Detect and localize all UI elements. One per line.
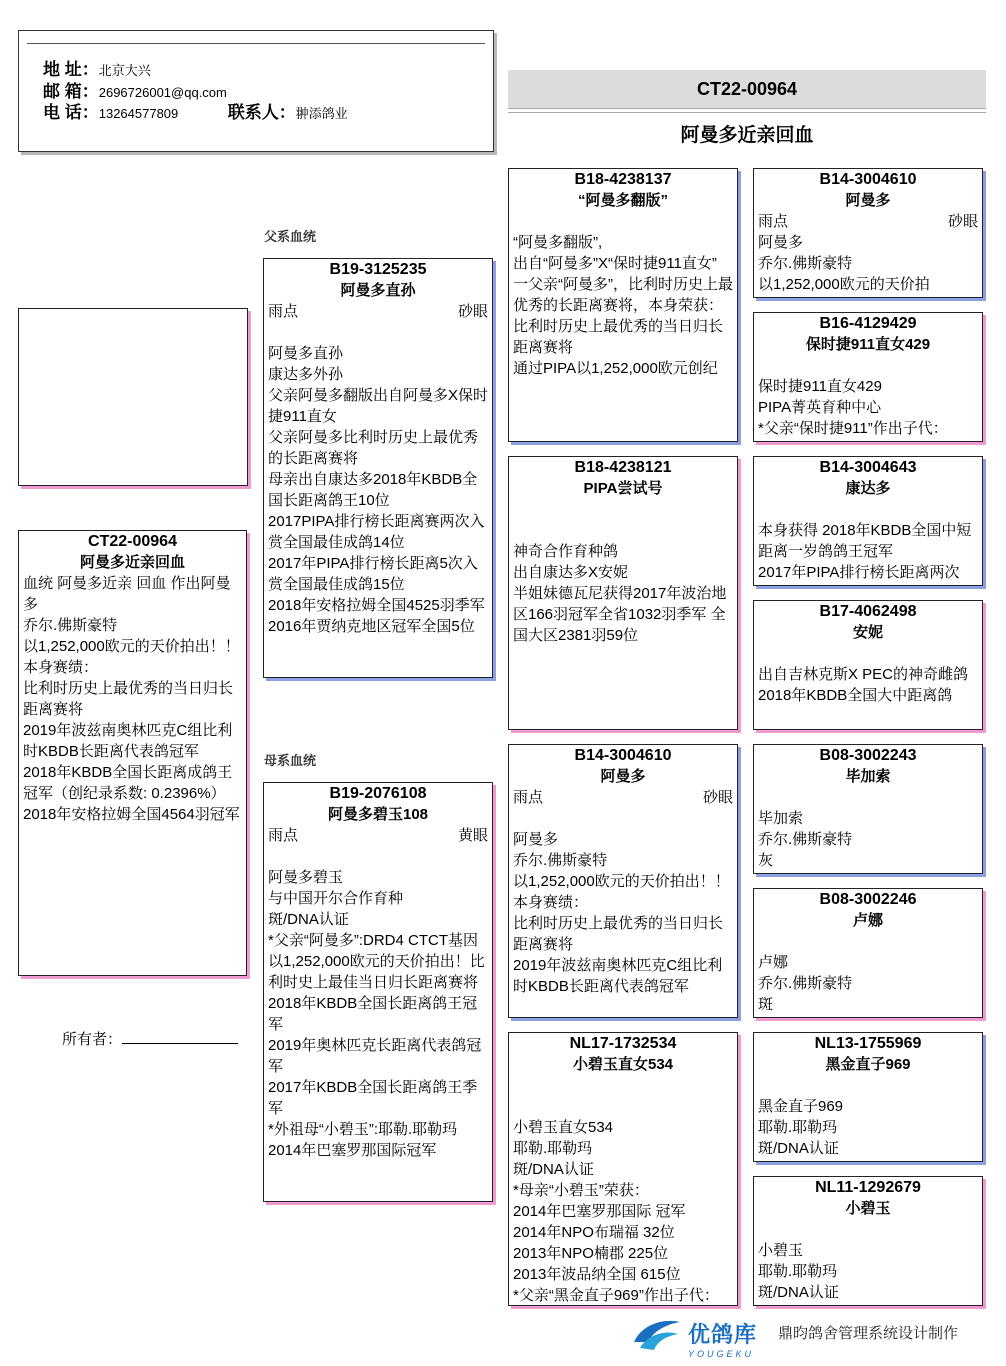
brand-name-en: YOUGEKU xyxy=(688,1349,755,1359)
card-description xyxy=(264,867,492,1161)
owner-blank-line xyxy=(122,1029,238,1044)
contact-box xyxy=(18,30,494,152)
pedigree-card-sire-sire[interactable] xyxy=(508,168,738,442)
card-ring-number: NL11-1292679 xyxy=(815,1179,921,1196)
card-description-line: “阿曼多翻版”, xyxy=(513,234,603,251)
card-description-line: 2014年NPO布瑞福 32位 xyxy=(513,1224,675,1241)
card-description-line: 小碧玉直女534 xyxy=(513,1119,614,1136)
card-color: 雨点 xyxy=(513,789,544,806)
card-description-line: 2013年波品纳全国 615位 xyxy=(513,1266,681,1283)
card-pigeon-name: 安妮 xyxy=(852,624,883,641)
card-description-line: 2016年贾纳克地区冠军全国5位 xyxy=(268,618,475,635)
card-description-line: 耶勒.耶勒玛 xyxy=(758,1119,838,1136)
card-description-line: 阿曼多 xyxy=(758,234,804,251)
card-description xyxy=(754,376,982,439)
card-spacer xyxy=(754,643,982,664)
card-description-line: 本身赛绩： xyxy=(513,894,589,911)
card-description-line: 斑/DNA认证 xyxy=(758,1284,839,1301)
address-label: 地 址： xyxy=(43,60,99,79)
card-description xyxy=(19,573,246,825)
card-description-line: 斑/DNA认证 xyxy=(268,911,349,928)
card-description-line: 2019年波兹南奥林匹克C组比利时KBDB长距离代表鸽冠军 xyxy=(23,722,233,760)
brand xyxy=(688,1318,757,1359)
card-spacer xyxy=(754,355,982,376)
card-eye: 黄眼 xyxy=(457,827,488,844)
card-description-line: 2014年巴塞罗那国际冠军 xyxy=(268,1142,437,1159)
dam-line-label: 母系血统 xyxy=(264,753,317,768)
card-description-line: 血统 阿曼多近亲 回血 作出阿曼多 xyxy=(23,575,231,613)
pedigree-card-sdd[interactable] xyxy=(753,600,983,730)
card-description-line: 出自吉林克斯X PEC的神奇雌鸽 xyxy=(758,666,969,683)
page-title: 阿曼多近亲回血 xyxy=(680,125,814,146)
card-pigeon-name: 卢娜 xyxy=(852,912,883,929)
contact-label: 联系人： xyxy=(227,103,296,122)
card-description-line: 出自“阿曼多”X“保时捷911直女” xyxy=(513,255,717,272)
pigeon-photo-placeholder xyxy=(18,308,248,486)
sire-line-label: 父系血统 xyxy=(264,229,317,244)
card-description-line: PIPA菁英育种中心 xyxy=(758,399,882,416)
card-spacer xyxy=(754,787,982,808)
card-description xyxy=(754,1096,982,1159)
card-description-line: 2017年PIPA排行榜长距离5次入赏全国最佳成鸽15位 xyxy=(268,555,478,593)
brand-logo-icon xyxy=(628,1312,684,1356)
card-description-line: 比利时历史上最优秀的当日归长距离赛将 xyxy=(513,915,724,953)
card-description-line: 2018年安格拉姆全国4525羽季军 xyxy=(268,597,485,614)
email-label: 邮 箱： xyxy=(43,82,99,101)
card-ring-number: B18-4238121 xyxy=(574,459,672,476)
card-pigeon-name: 阿曼多近亲回血 xyxy=(79,554,185,571)
card-description-line: 通过PIPA以1,252,000欧元创纪 xyxy=(513,360,718,377)
card-ring-number: NL17-1732534 xyxy=(569,1035,677,1052)
card-spacer xyxy=(754,931,982,952)
card-description-line: 阿曼多 xyxy=(513,831,559,848)
card-pigeon-name: 阿曼多碧玉108 xyxy=(327,806,429,823)
card-pigeon-name: 保时捷911直女429 xyxy=(805,336,931,353)
card-description xyxy=(754,808,982,871)
pedigree-card-ddd[interactable] xyxy=(753,1176,983,1306)
card-description-line: 斑 xyxy=(758,996,774,1013)
card-description xyxy=(754,520,982,583)
card-pigeon-name: 小碧玉直女534 xyxy=(572,1056,674,1073)
card-description-line: 斑/DNA认证 xyxy=(758,1140,839,1157)
card-spacer xyxy=(509,520,737,541)
card-color: 雨点 xyxy=(758,213,789,230)
pedigree-card-dam-sire[interactable] xyxy=(508,744,738,1018)
card-description xyxy=(754,664,982,706)
card-description-line: 小碧玉 xyxy=(758,1242,804,1259)
pedigree-card-dam[interactable] xyxy=(263,782,493,1202)
card-description-line: *父亲“黑金直子969”作出子代： xyxy=(513,1287,719,1304)
card-pigeon-name: 阿曼多 xyxy=(600,768,646,785)
card-description-line: 2014年巴塞罗那国际 冠军 xyxy=(513,1203,686,1220)
card-description-line: 卢娜 xyxy=(758,954,789,971)
card-description-line: *外祖母“小碧玉”:耶勒.耶勒玛 xyxy=(268,1121,458,1138)
card-ring-number: B08-3002243 xyxy=(819,747,917,764)
card-description xyxy=(754,1240,982,1303)
card-description-line: 本身赛绩： xyxy=(23,659,99,676)
card-description-line: 以1,252,000欧元的天价拍出！比利时史上最佳当日归长距离赛将 xyxy=(268,953,485,991)
card-eye: 砂眼 xyxy=(457,303,488,320)
pedigree-card-dsd[interactable] xyxy=(753,888,983,1018)
card-attributes xyxy=(754,211,982,232)
phone-label: 电 话： xyxy=(43,103,99,122)
card-attributes xyxy=(264,301,492,322)
card-description-line: 2019年波兹南奥林匹克C组比利时KBDB长距离代表鸽冠军 xyxy=(513,957,723,995)
card-spacer xyxy=(509,499,737,520)
card-description-line: 2017年PIPA排行榜长距离两次 xyxy=(758,564,960,581)
card-description-line: 乔尔.佛斯豪特 xyxy=(758,975,853,992)
card-description-line: 乔尔.佛斯豪特 xyxy=(513,852,608,869)
card-ring-number: B19-3125235 xyxy=(329,261,427,278)
card-description-line: 以1,252,000欧元的天价拍出！！ xyxy=(23,638,240,655)
card-description-line: 2018年安格拉姆全国4564羽冠军 xyxy=(23,806,240,823)
pedigree-card-dds[interactable] xyxy=(753,1032,983,1162)
card-description-line: 灰 xyxy=(758,852,774,869)
card-description-line: 母亲出自康达多2018年KBDB全国长距离鸽王10位 xyxy=(268,471,478,509)
card-description-line: 半姐妹德瓦尼获得2017年波治地区166羽冠军全省1032羽季军 全国大区2381羽59位 xyxy=(513,585,727,644)
pedigree-card-main[interactable] xyxy=(18,530,247,976)
card-description-line: *父亲“阿曼多”:DRD4 CTCT基因 xyxy=(268,932,478,949)
card-eye: 砂眼 xyxy=(947,213,978,230)
card-spacer xyxy=(509,1096,737,1117)
header-divider xyxy=(508,112,986,113)
brand-name: 优鸽库 xyxy=(688,1322,758,1347)
card-eye-sex xyxy=(458,301,488,322)
card-description-line: 比利时历史上最优秀的当日归长距离赛将 xyxy=(513,318,724,356)
address-value: 北京大兴 xyxy=(98,63,151,78)
card-description-line: *母亲“小碧玉”荣获： xyxy=(513,1182,649,1199)
card-spacer xyxy=(754,1075,982,1096)
card-pigeon-name: “阿曼多翻版” xyxy=(577,192,668,209)
card-description-line: 阿曼多直孙 xyxy=(268,345,344,362)
card-pigeon-name: 黑金直子969 xyxy=(825,1056,911,1073)
pedigree-card-sire-dam[interactable] xyxy=(508,456,738,730)
card-pigeon-name: 阿曼多 xyxy=(845,192,891,209)
card-description-line: 保时捷911直女429 xyxy=(758,378,882,395)
card-description-line: 耶勒.耶勒玛 xyxy=(758,1263,838,1280)
card-description-line: 本身获得 2018年KBDB全国中短距离一岁鸽鸽王冠军 xyxy=(758,522,972,560)
phone-row xyxy=(43,98,348,123)
card-eye-sex xyxy=(948,211,978,232)
card-description-line: 父亲阿曼多比利时历史上最优秀的长距离赛将 xyxy=(268,429,479,467)
pedigree-card-dam-dam[interactable] xyxy=(508,1032,738,1306)
card-description-line: 乔尔.佛斯豪特 xyxy=(23,617,118,634)
card-color: 雨点 xyxy=(268,827,299,844)
header-ring: CT22-00964 xyxy=(508,70,986,109)
card-ring-number: B14-3004610 xyxy=(574,747,672,764)
card-pigeon-name: 小碧玉 xyxy=(845,1200,891,1217)
card-eye-sex xyxy=(703,787,733,808)
card-ring-number: B19-2076108 xyxy=(329,785,427,802)
card-pigeon-name: 康达多 xyxy=(845,480,891,497)
card-description-line: 2017年KBDB全国长距离鸽王季军 xyxy=(268,1079,478,1117)
pedigree-card-sss[interactable] xyxy=(753,168,983,298)
card-description xyxy=(509,829,737,997)
contact-value: 翀添鸽业 xyxy=(295,106,348,121)
card-description-line: 一父亲“阿曼多”，比利时历史上最优秀的长距离赛将，本身荣获： xyxy=(513,276,733,314)
card-description xyxy=(509,541,737,646)
card-description xyxy=(754,952,982,1015)
card-spacer xyxy=(264,322,492,343)
card-ring-number: B17-4062498 xyxy=(819,603,917,620)
card-description-line: 2017PIPA排行榜长距离赛两次入赏全国最佳成鸽14位 xyxy=(268,513,485,551)
card-description-line: 神奇合作育种鸽 xyxy=(513,543,619,560)
card-description-line: *父亲“保时捷911”作出子代： xyxy=(758,420,948,437)
card-ring-number: NL13-1755969 xyxy=(814,1035,922,1052)
card-description-line: 比利时历史上最优秀的当日归长距离赛将 xyxy=(23,680,234,718)
pedigree-card-dss[interactable] xyxy=(753,744,983,874)
pedigree-card-sds[interactable] xyxy=(753,456,983,586)
card-description-line: 阿曼多碧玉 xyxy=(268,869,344,886)
card-description-line: 2018年KBDB全国长距离鸽王冠军 xyxy=(268,995,478,1033)
card-description-line: 耶勒.耶勒玛 xyxy=(513,1140,593,1157)
footer-credit: 鼎昀鸽舍管理系统设计制作 xyxy=(778,1325,959,1342)
card-spacer xyxy=(754,499,982,520)
card-description xyxy=(509,232,737,379)
owner-label: 所有者： xyxy=(62,1031,123,1048)
card-description-line: 斑/DNA认证 xyxy=(513,1161,594,1178)
card-description-line: 父亲阿曼多翻版出自阿曼多X保时捷911直女 xyxy=(268,387,489,425)
card-description-line: 2019年奥林匹克长距离代表鸽冠军 xyxy=(268,1037,482,1075)
card-description-line: 2018年KBDB全国大中距离鸽 xyxy=(758,687,953,704)
card-pigeon-name: PIPA尝试号 xyxy=(583,480,663,497)
card-description-line: 以1,252,000欧元的天价拍 xyxy=(758,276,930,293)
card-description-line: 2013年NPO楠郡 225位 xyxy=(513,1245,669,1262)
card-description-line: 与中国开尔合作育种 xyxy=(268,890,404,907)
card-pigeon-name: 阿曼多直孙 xyxy=(340,282,416,299)
pedigree-card-sire[interactable] xyxy=(263,258,493,678)
card-spacer xyxy=(509,1075,737,1096)
card-attributes xyxy=(509,787,737,808)
card-ring-number: B16-4129429 xyxy=(819,315,917,332)
owner-row xyxy=(62,1028,238,1049)
card-ring-number: CT22-00964 xyxy=(88,533,177,550)
card-description xyxy=(264,343,492,637)
card-description-line: 毕加索 xyxy=(758,810,804,827)
card-description-line: 2018年KBDB全国长距离成鸽王冠军（创纪录系数: 0.2396%） xyxy=(23,764,233,802)
card-spacer xyxy=(509,211,737,232)
card-ring-number: B08-3002246 xyxy=(819,891,917,908)
card-description xyxy=(509,1117,737,1306)
card-description-line: 黑金直子969 xyxy=(758,1098,844,1115)
phone-value: 13264577809 xyxy=(98,106,179,121)
card-description-line: 以1,252,000欧元的天价拍出！！ xyxy=(513,873,730,890)
card-ring-number: B14-3004643 xyxy=(819,459,917,476)
card-description-line: 康达多外孙 xyxy=(268,366,344,383)
card-color: 雨点 xyxy=(268,303,299,320)
card-eye-sex xyxy=(458,825,488,846)
card-description-line: 出自康达多X安妮 xyxy=(513,564,629,581)
email-value: 2696726001@qq.com xyxy=(98,85,227,100)
card-description-line: 乔尔.佛斯豪特 xyxy=(758,255,853,272)
card-spacer xyxy=(264,846,492,867)
card-eye: 砂眼 xyxy=(702,789,733,806)
contact-rule xyxy=(27,43,485,44)
card-spacer xyxy=(509,808,737,829)
card-attributes xyxy=(264,825,492,846)
card-description xyxy=(754,232,982,295)
card-spacer xyxy=(754,1219,982,1240)
card-description-line: 乔尔.佛斯豪特 xyxy=(758,831,853,848)
card-ring-number: B14-3004610 xyxy=(819,171,917,188)
card-ring-number: B18-4238137 xyxy=(574,171,672,188)
pedigree-card-ssd[interactable] xyxy=(753,312,983,442)
card-pigeon-name: 毕加索 xyxy=(845,768,891,785)
